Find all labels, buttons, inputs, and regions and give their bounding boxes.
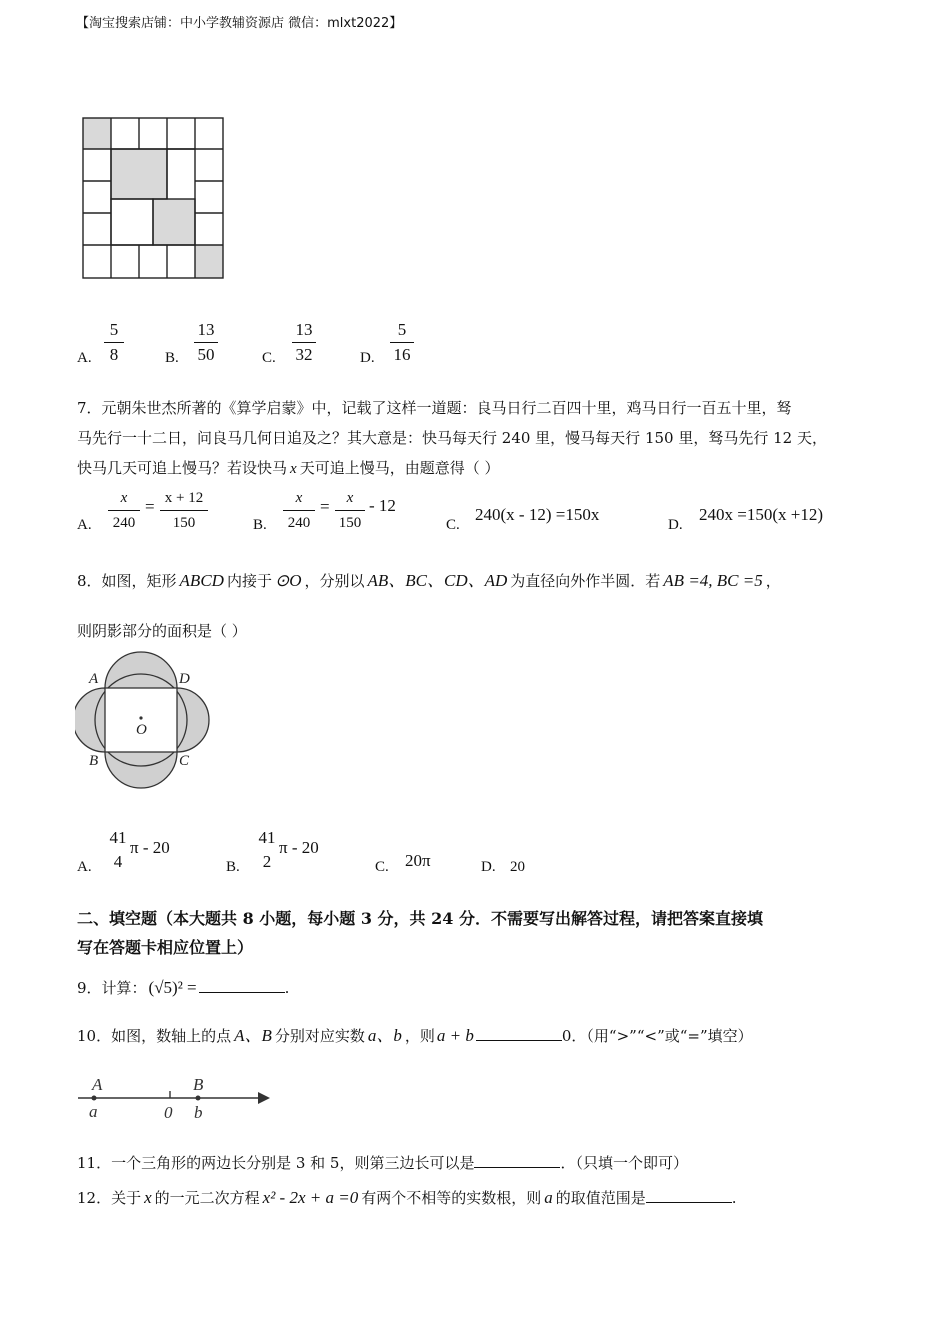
q7-option-c-expr[interactable]: 240(x - 12) =150x [475,505,600,524]
variable-x: x [290,461,297,477]
circle-rectangle-figure [75,645,210,805]
fraction-denominator: 8 [109,345,119,364]
q8-option-a-frac[interactable] [107,826,129,874]
q7-option-b-frac-2[interactable] [335,486,365,535]
q8-option-b-label: B. [226,859,240,875]
q10-mid2: ，则 [404,1027,435,1045]
origin-label: 0 [164,1103,173,1122]
q7-line-1: 7．元朝朱世杰所著的《算学启蒙》中，记载了这样一道题：良马日行二百四十里，鸡马日行一百五十里，驽 [77,399,792,417]
q12-prefix: 12．关于 [77,1189,142,1207]
q10-mid: 分别对应实数 [274,1027,365,1045]
q7-option-b-frac-1[interactable] [283,486,315,535]
q6-option-d[interactable] [390,318,414,367]
fraction-numerator: x [283,486,315,511]
q7-option-a-label: A. [77,517,92,533]
q7-option-a-frac-1[interactable] [108,486,140,535]
fraction-denominator: 50 [197,345,215,364]
q9 [77,977,289,998]
q10-prefix: 10．如图，数轴上的点 [77,1027,232,1045]
center-label-o: O [136,722,147,738]
variable-x: x [144,1188,152,1207]
fraction-denominator: 4 [113,852,123,871]
q7-option-d-expr[interactable]: 240x =150(x +12) [699,505,823,524]
q7-option-b-label: B. [253,517,267,533]
q7-option-d-label: D. [668,517,683,533]
value-label-b: b [194,1103,203,1122]
q8-option-c-label: C. [375,859,389,875]
q10-answer-blank[interactable] [476,1026,562,1041]
q6-option-b[interactable] [194,318,218,367]
section-2-title-line-2: 写在答题卡相应位置上） [77,938,254,957]
q12-suffix: 的取值范围是 [555,1189,646,1207]
minus-twelve: - 12 [369,496,396,515]
page-header: 【淘宝搜索店铺：中小学教辅资源店 微信：mlxt2022】 [76,16,403,31]
q6-option-a-label: A. [77,350,92,366]
q11-text: 11．一个三角形的两边长分别是 3 和 5，则第三边长可以是 [77,1154,475,1172]
fraction-numerator: x [108,486,140,511]
fraction-numerator: 13 [292,318,316,343]
q6-option-c-label: C. [262,350,276,366]
vertex-label-b: B [89,753,99,769]
q11-suffix: ．（只填一个即可） [560,1154,688,1172]
q6-option-a[interactable] [104,318,124,367]
fraction-numerator: 5 [390,318,414,343]
vertex-label-c: C [179,753,190,769]
q8-option-a-tail: π - 20 [130,838,170,857]
fraction-denominator: 240 [112,515,136,531]
q8-option-b-tail: π - 20 [279,838,319,857]
q12-answer-blank[interactable] [646,1188,732,1203]
q7-option-c-label: C. [446,517,460,533]
q9-answer-blank[interactable] [199,978,285,993]
fraction-numerator: 5 [104,318,124,343]
side-names: AB、BC、CD、AD [367,571,508,590]
fraction-denominator: 32 [295,345,313,364]
q6-option-b-label: B. [165,350,179,366]
q9-suffix: . [284,979,290,997]
q12-mid: 的一元二次方程 [154,1189,260,1207]
q8-option-d-expr[interactable]: 20 [510,859,525,875]
point-label-a: A [92,1075,103,1094]
q8-text: 8．如图，矩形 [77,572,177,590]
q11 [77,1152,688,1173]
q8-text: ， [765,572,781,590]
fraction-denominator: 240 [287,515,311,531]
fraction-numerator: 41 [109,828,127,847]
value-label-a: a [89,1102,98,1121]
q10-points: A、B [234,1026,272,1045]
fraction-denominator: 16 [393,345,411,364]
q6-option-c[interactable] [292,318,316,367]
q8-text: 内接于 [226,572,272,590]
fraction-numerator: x [335,486,365,511]
q12-equation: x² - 2x + a =0 [262,1188,359,1207]
fraction-denominator: 2 [262,852,272,871]
q7-option-a-frac-2[interactable] [160,486,208,535]
q11-answer-blank[interactable] [474,1153,560,1168]
q7-line-3 [77,457,499,478]
circle-name: ⊙O [274,571,302,590]
q7-text: 快马几天可追上慢马？若设快马 [77,459,288,477]
q12-end: . [731,1189,737,1207]
q8-text: 为直径向外作半圆．若 [510,572,661,590]
q7-line-2: 马先行一十二日，问良马几何日追及之？其大意是：快马每天行 240 里，慢马每天行 150 里，驽马先行 12 天， [77,429,827,447]
q8-line-1 [77,566,781,591]
q6-option-d-label: D. [360,350,375,366]
q10-vars: a、b [367,1026,402,1045]
point-label-b: B [193,1075,204,1094]
variable-a: a [544,1188,553,1207]
q8-option-b-frac[interactable] [256,826,278,874]
equals-sign: = [320,497,330,516]
condition: AB =4, BC =5 [663,571,763,590]
fraction-numerator: 41 [258,828,276,847]
vertex-label-a: A [89,671,99,687]
q8-option-c-expr[interactable]: 20π [405,851,431,870]
equals-sign: = [145,497,155,516]
q12-mid2: 有两个不相等的实数根，则 [361,1189,542,1207]
q8-line-2: 则阴影部分的面积是（ ） [77,622,247,640]
q10-suffix: 0．（用“>”“<”或“=”填空） [561,1027,753,1045]
q7-text: 天可追上慢马，由题意得（ ） [299,459,500,477]
q8-option-d-label: D. [481,859,496,875]
fraction-denominator: 150 [338,515,362,531]
q10 [77,1021,753,1046]
q8-text: ，分别以 [304,572,365,590]
q10-sum: a + b [436,1026,474,1045]
section-2-title-line-1: 二、填空题（本大题共 8 小题，每小题 3 分，共 24 分．不需要写出解答过程，请把答案直接填 [77,909,763,928]
q12 [77,1187,737,1208]
number-line-figure [75,1068,275,1123]
q9-expr: (√5)² = [148,978,197,997]
grid-figure [80,115,228,281]
fraction-numerator: x + 12 [160,486,208,511]
q9-prefix: 9．计算： [77,979,147,997]
fraction-numerator: 13 [194,318,218,343]
q8-option-a-label: A. [77,859,92,875]
vertex-label-d: D [179,671,190,687]
fraction-denominator: 150 [172,515,196,531]
rect-name: ABCD [179,571,224,590]
